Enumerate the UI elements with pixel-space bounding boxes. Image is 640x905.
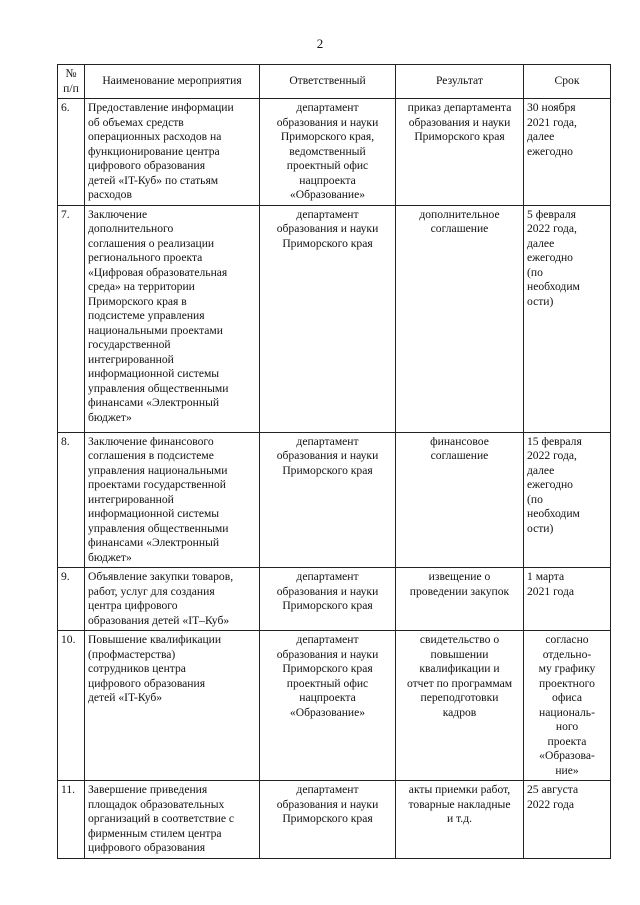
cell-term-line: согласно <box>545 633 589 646</box>
cell-responsible-line: Приморского края <box>282 463 373 477</box>
cell-result-line: извещение о <box>428 570 491 583</box>
cell-responsible-line: образования и науки <box>276 584 379 598</box>
cell-responsible <box>260 432 396 568</box>
cell-result <box>396 205 524 432</box>
cell-term-line: необходим <box>527 280 580 293</box>
cell-term-line: ости) <box>527 521 554 535</box>
cell-term-line: (по <box>527 492 543 506</box>
cell-responsible-line: образования и науки <box>276 449 379 462</box>
cell-number: 9. <box>58 568 85 631</box>
cell-responsible <box>260 568 396 631</box>
cell-result <box>396 99 524 206</box>
cell-result-line: образования и науки <box>408 115 511 129</box>
cell-name-line: управления общественными <box>88 521 229 535</box>
cell-name-line: операционных расходов на <box>88 130 222 143</box>
cell-term-line: ежегодно <box>527 478 573 491</box>
header-num-line: п/п <box>63 81 79 95</box>
cell-name-line: финансами «Электронный <box>88 536 220 549</box>
cell-name-line: подсистеме управления <box>88 309 205 322</box>
cell-name-line: Объявление закупки товаров, <box>88 570 234 583</box>
header-term: Срок <box>524 65 611 99</box>
cell-name-line: фирменным стилем центра <box>88 826 222 840</box>
cell-name-line: цифрового образования <box>88 159 206 172</box>
page-number: 2 <box>316 36 324 51</box>
cell-result-line: товарные накладные <box>408 797 511 811</box>
table-header-row <box>58 65 611 99</box>
cell-term <box>524 432 611 568</box>
cell-result-line: финансовое <box>430 434 489 448</box>
cell-responsible-line: проектный офис <box>286 159 369 172</box>
cell-term-line: 2022 года, <box>527 449 577 462</box>
cell-responsible-line: ведомственный <box>289 144 366 158</box>
cell-name-line: финансами «Электронный <box>88 396 220 409</box>
cell-responsible-line: «Образование» <box>289 188 366 201</box>
cell-term-line: му графику <box>538 662 596 675</box>
cell-term <box>524 631 611 781</box>
cell-term-line: отдельно- <box>542 647 592 661</box>
cell-name <box>85 631 260 781</box>
cell-name <box>85 568 260 631</box>
cell-result <box>396 432 524 568</box>
header-result: Результат <box>396 65 524 99</box>
cell-name-line: Заключение <box>88 207 148 221</box>
cell-responsible-line: проектный офис <box>286 676 369 690</box>
cell-name-line: Завершение приведения <box>88 783 208 796</box>
cell-result-line: отчет по программам <box>406 676 513 690</box>
cell-term-line: 25 августа <box>527 783 579 796</box>
cell-responsible-line: образования и науки <box>276 797 379 811</box>
cell-term-line: 2021 года <box>527 584 575 598</box>
cell-name-line: цифрового образования <box>88 841 206 854</box>
cell-term-line: 30 ноября <box>527 101 576 114</box>
cell-term-line: 15 февраля <box>527 434 582 448</box>
cell-term-line: далее <box>527 130 555 143</box>
cell-term-line: (по <box>527 265 543 279</box>
cell-name-line: среда» на территории <box>88 280 195 293</box>
cell-responsible-line: Приморского края <box>282 812 373 825</box>
action-plan-table <box>57 64 611 859</box>
table-row <box>58 99 611 206</box>
cell-responsible-line: образования и науки <box>276 647 379 661</box>
cell-result-line: и т.д. <box>447 812 472 825</box>
cell-term-line: 2022 года, <box>527 222 577 235</box>
header-responsible: Ответственный <box>260 65 396 99</box>
cell-responsible <box>260 631 396 781</box>
cell-responsible-line: Приморского края <box>282 599 373 612</box>
cell-number: 7. <box>58 205 85 432</box>
cell-name-line: соглашения о реализации <box>88 236 215 250</box>
cell-term-line: 5 февраля <box>527 207 576 221</box>
cell-name-line: площадок образовательных <box>88 797 225 811</box>
cell-responsible-line: департамент <box>296 101 359 114</box>
cell-number: 10. <box>58 631 85 781</box>
cell-result-line: соглашение <box>430 449 489 462</box>
cell-responsible-line: департамент <box>296 570 359 583</box>
cell-responsible <box>260 205 396 432</box>
cell-term-line: националь- <box>539 705 595 719</box>
cell-result-line: повышении <box>430 647 489 661</box>
cell-term-line: необходим <box>527 507 580 520</box>
cell-result-line: свидетельство о <box>419 633 500 646</box>
cell-name-line: интегрированной <box>88 352 174 366</box>
cell-result-line: квалификации и <box>419 662 500 675</box>
cell-term <box>524 568 611 631</box>
cell-name-line: проектами государственной <box>88 478 226 491</box>
cell-result-line: кадров <box>442 705 477 719</box>
cell-result-line: соглашение <box>430 222 489 235</box>
cell-name-line: об объемах средств <box>88 115 184 129</box>
cell-name-line: цифрового образования <box>88 676 206 690</box>
header-num-line: № <box>65 67 77 80</box>
table-row <box>58 568 611 631</box>
cell-result-line: приказ департамента <box>407 101 512 114</box>
cell-name-line: Повышение квалификации <box>88 633 222 646</box>
cell-result-line: дополнительное <box>419 207 500 221</box>
table-row <box>58 781 611 859</box>
cell-term-line: ного <box>555 720 579 733</box>
cell-number: 11. <box>58 781 85 859</box>
cell-responsible-line: департамент <box>296 434 359 448</box>
cell-term-line: проекта <box>547 734 587 748</box>
cell-name-line: детей «IT-Куб» <box>88 691 163 704</box>
cell-term-line: ежегодно <box>527 251 573 264</box>
cell-number: 8. <box>58 432 85 568</box>
cell-result-line: акты приемки работ, <box>408 783 511 796</box>
header-name: Наименование мероприятия <box>85 65 260 99</box>
cell-responsible-line: департамент <box>296 783 359 796</box>
cell-name-line: управления общественными <box>88 381 229 395</box>
cell-name-line: управления национальными <box>88 463 228 477</box>
cell-name-line: информационной системы <box>88 507 220 520</box>
cell-name-line: регионального проекта <box>88 251 203 264</box>
cell-term-line: ежегодно <box>527 144 573 158</box>
cell-term-line: проектного <box>539 676 595 690</box>
cell-result <box>396 781 524 859</box>
cell-name-line: интегрированной <box>88 492 174 506</box>
cell-term <box>524 205 611 432</box>
cell-name-line: центра цифрового <box>88 599 178 612</box>
cell-responsible-line: департамент <box>296 633 359 646</box>
cell-name-line: дополнительного <box>88 222 174 235</box>
cell-name <box>85 781 260 859</box>
cell-name-line: соглашения в подсистеме <box>88 449 214 462</box>
cell-name-line: работ, услуг для создания <box>88 584 215 598</box>
cell-result <box>396 568 524 631</box>
cell-responsible-line: Приморского края <box>282 662 373 675</box>
cell-name-line: информационной системы <box>88 367 220 380</box>
cell-name-line: бюджет» <box>88 550 132 564</box>
cell-name-line: Предоставление информации <box>88 101 234 114</box>
cell-name-line: бюджет» <box>88 410 132 424</box>
header-num <box>58 65 85 99</box>
cell-result-line: переподготовки <box>420 691 499 704</box>
cell-term-line: 2022 года <box>527 797 575 811</box>
cell-term-line: 1 марта <box>527 570 565 583</box>
cell-responsible-line: образования и науки <box>276 115 379 129</box>
cell-result <box>396 631 524 781</box>
cell-term-line: далее <box>527 236 555 250</box>
cell-result-line: Приморского края <box>414 130 505 143</box>
cell-term-line: ние» <box>555 763 579 777</box>
cell-name-line: детей «IT-Куб» по статьям <box>88 173 219 187</box>
cell-responsible <box>260 99 396 206</box>
cell-responsible-line: нацпроекта <box>299 173 356 187</box>
cell-name-line: «Цифровая образовательная <box>88 265 228 279</box>
cell-name <box>85 205 260 432</box>
cell-result-line: проведении закупок <box>409 584 510 598</box>
cell-responsible <box>260 781 396 859</box>
cell-name-line: Заключение финансового <box>88 434 214 448</box>
cell-name-line: организаций в соответствие с <box>88 812 235 825</box>
cell-term-line: 2021 года, <box>527 115 577 129</box>
cell-number: 6. <box>58 99 85 206</box>
cell-term <box>524 781 611 859</box>
cell-name-line: функционирование центра <box>88 144 220 158</box>
cell-responsible-line: Приморского края <box>282 236 373 250</box>
cell-name-line: расходов <box>88 188 132 201</box>
cell-name <box>85 99 260 206</box>
cell-name <box>85 432 260 568</box>
cell-term <box>524 99 611 206</box>
table-row <box>58 631 611 781</box>
table-row <box>58 432 611 568</box>
cell-name-line: национальными проектами <box>88 323 223 337</box>
table-row <box>58 205 611 432</box>
cell-responsible-line: образования и науки <box>276 222 379 235</box>
cell-term-line: «Образова- <box>539 749 595 762</box>
cell-term-line: ости) <box>527 294 554 308</box>
cell-name-line: государственной <box>88 338 171 351</box>
cell-responsible-line: Приморского края, <box>280 130 375 143</box>
cell-name-line: Приморского края в <box>88 294 187 308</box>
cell-responsible-line: «Образование» <box>289 705 366 719</box>
cell-term-line: далее <box>527 463 555 477</box>
cell-responsible-line: нацпроекта <box>299 691 356 704</box>
cell-term-line: офиса <box>552 691 582 704</box>
cell-name-line: сотрудников центра <box>88 662 186 675</box>
cell-responsible-line: департамент <box>296 207 359 221</box>
cell-name-line: (профмастерства) <box>88 647 176 661</box>
cell-name-line: образования детей «IT–Куб» <box>88 613 230 627</box>
